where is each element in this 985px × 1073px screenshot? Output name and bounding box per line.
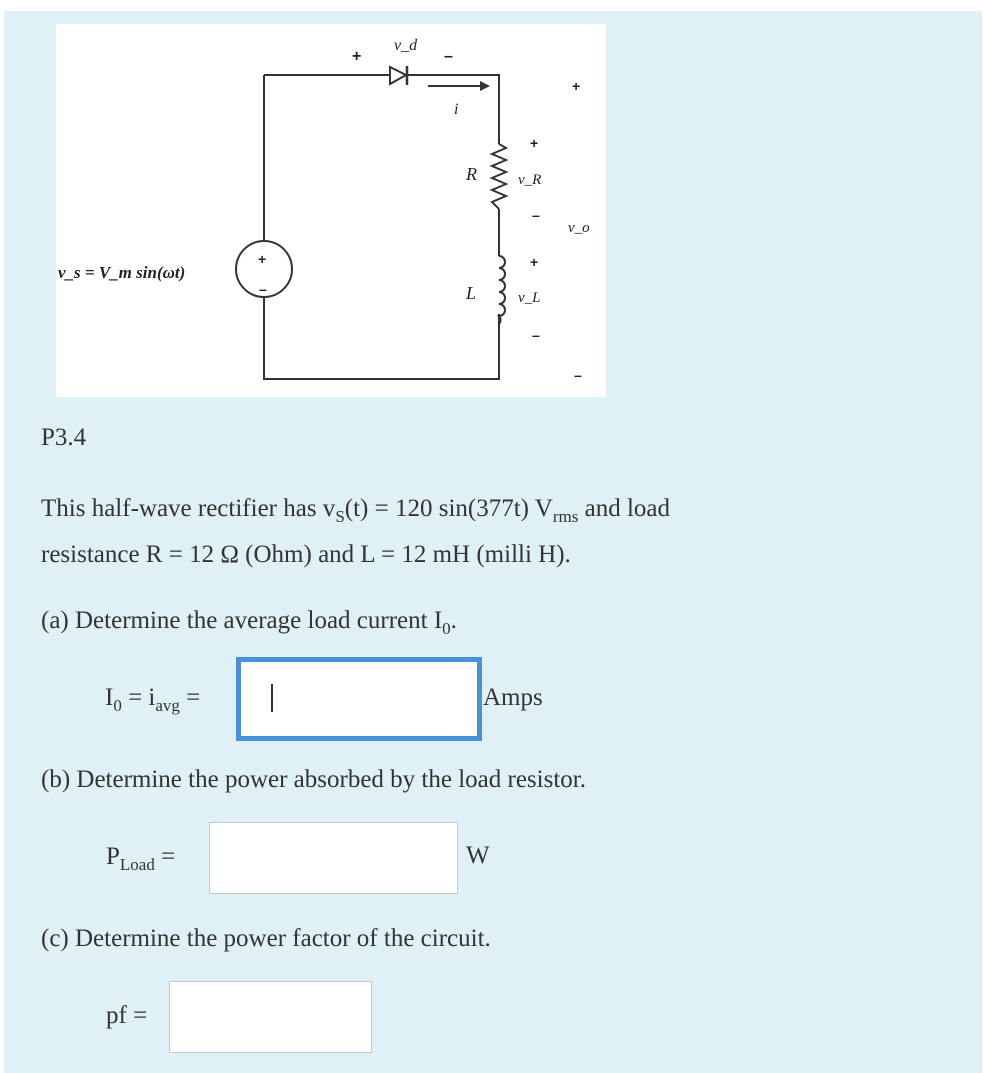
answer-input-b[interactable] [209,822,458,894]
eq-a-sub2: avg [155,696,180,715]
current-label: i [454,101,459,118]
equation-b [106,843,176,874]
inductor-voltage-label: v_L [518,290,541,306]
eq-b-suffix: = [154,843,176,870]
answer-input-a[interactable] [236,657,482,741]
vl-minus-sign: – [532,327,540,343]
problem-line1-mid: (t) = 120 sin(377t) V [344,495,553,522]
vo-plus-sign: + [572,78,581,94]
problem-id: P3.4 [41,424,87,451]
bottom-wire [264,292,499,379]
text-caret [271,684,273,712]
problem-sub-s: S [335,507,345,526]
answer-input-c[interactable] [169,981,372,1053]
problem-sub-rms: rms [552,507,579,526]
resistor-voltage-label: v_R [518,172,542,188]
eq-b-prefix: P [106,843,120,870]
vr-plus-sign: + [530,135,539,151]
diode-plus-sign: + [352,48,362,65]
eq-a-sub: 0 [113,696,122,715]
diode-minus-sign: – [444,48,453,65]
vr-minus-sign: – [532,207,540,223]
eq-a-mid: = i [121,684,156,711]
inductor-label: L [466,283,477,303]
resistor-label: R [466,164,477,184]
eq-a-suffix: = [179,684,201,711]
output-voltage-label: v_o [568,220,590,236]
question-c: (c) Determine the power factor of the circuit. [41,925,491,952]
diode-symbol [381,66,418,85]
unit-a: Amps [483,684,543,711]
equation-c: pf = [106,1002,148,1029]
question-a-prefix: (a) Determine the average load current I [41,607,443,634]
source-minus-sign: – [259,281,267,297]
current-arrow [428,81,490,91]
vo-minus-sign: – [574,367,582,383]
problem-line2: resistance R = 12 Ω (Ohm) and L = 12 mH (milli H). [41,541,571,568]
vl-plus-sign: + [530,254,539,270]
problem-line1-suffix: and load [578,495,670,522]
unit-b: W [466,842,490,869]
resistor-symbol [492,144,506,209]
circuit-schematic [56,24,606,397]
eq-b-sub: Load [119,855,155,874]
source-plus-sign: + [258,251,267,267]
equation-a [105,684,201,715]
inductor-symbol [499,256,505,334]
diode-voltage-label: v_d [394,37,418,54]
question-a-sub: 0 [442,619,451,638]
question-b: (b) Determine the power absorbed by the load resistor. [41,766,586,793]
problem-statement [41,486,921,578]
question-a [41,607,457,638]
source-voltage-label: v_s = V_m sin(ωt) [58,263,186,282]
problem-line1-prefix: This half-wave rectifier has v [41,495,336,522]
question-a-suffix: . [450,607,457,634]
eq-a-prefix: I [105,684,114,711]
circuit-diagram [56,24,606,397]
